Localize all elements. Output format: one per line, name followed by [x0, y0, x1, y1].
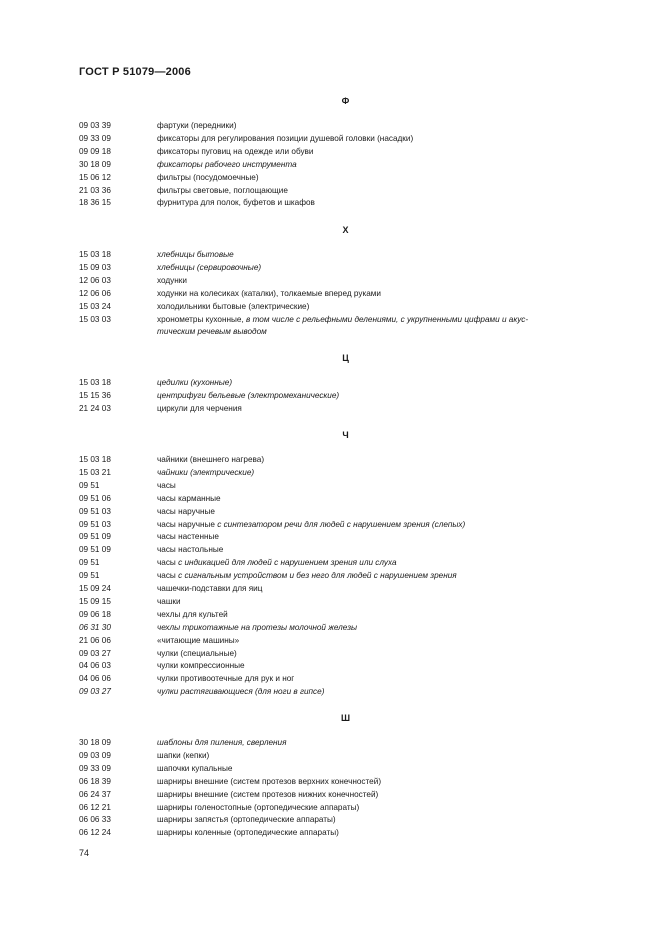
row-code: 21 06 06	[79, 635, 111, 645]
row-code: 15 09 15	[79, 596, 111, 606]
row-code: 09 03 39	[79, 121, 111, 130]
row-text	[157, 583, 262, 596]
row-text-italic: тическим речевым выводом	[157, 327, 267, 337]
row-code: 15 03 21	[79, 467, 111, 477]
section-letter: Ф	[341, 96, 350, 106]
row-code: 09 51 03	[79, 506, 111, 516]
row-text	[157, 596, 181, 609]
row-code: 09 51 03	[79, 519, 111, 529]
row-code: 06 31 30	[79, 622, 111, 632]
section-letter: Ш	[340, 713, 351, 723]
row-text-main: часы настольные	[157, 545, 224, 555]
row-text-main: часы	[157, 558, 179, 568]
row-text-italic: с сигнальным устройством и без него для людей с нарушением зрения	[178, 571, 457, 581]
row-code: 04 06 03	[79, 661, 111, 671]
row-text-main: шапки (кепки)	[157, 750, 210, 760]
row-text-main: чулки компрессионные	[157, 661, 245, 671]
row-text-main: часы наручные	[157, 519, 218, 529]
row-text-main: хлебницы бытовые	[157, 250, 234, 259]
row-text-main: хлебницы (сервировочные)	[157, 262, 262, 272]
row-code: 06 12 21	[79, 802, 111, 812]
row-text-main: цедилки (кухонные)	[157, 378, 233, 387]
row-text	[157, 519, 465, 532]
row-text-main: фурнитура для полок, буфетов и шкафов	[157, 198, 315, 208]
row-text	[157, 120, 236, 133]
row-code: 15 03 03	[79, 314, 111, 324]
row-text-main: шарниры коленные (ортопедические аппараты)	[157, 828, 339, 838]
row-text	[157, 544, 223, 557]
row-text	[157, 185, 288, 198]
row-text	[157, 814, 336, 827]
row-code: 09 03 27	[79, 648, 111, 658]
row-text	[157, 314, 528, 327]
row-text	[157, 159, 297, 172]
row-code: 09 51 06	[79, 493, 111, 503]
row-code: 15 15 36	[79, 390, 111, 400]
row-text	[157, 673, 294, 686]
row-text	[157, 326, 267, 339]
row-text	[157, 648, 237, 661]
row-text	[157, 609, 228, 622]
row-text-main: чашки	[157, 596, 181, 606]
row-code: 15 03 18	[79, 455, 111, 464]
row-code: 09 51	[79, 571, 100, 581]
row-text-main: фиксаторы рабочего инструмента	[157, 159, 297, 169]
row-text-main: чехлы для культей	[157, 609, 228, 619]
row-text	[157, 480, 176, 493]
row-text	[157, 467, 254, 480]
document-header: ГОСТ Р 51079—2006	[79, 66, 191, 78]
row-text	[157, 789, 378, 802]
page-number: 74	[79, 848, 90, 858]
row-code: 15 06 12	[79, 172, 111, 182]
row-code: 06 18 39	[79, 776, 111, 786]
row-text	[157, 570, 457, 583]
row-text	[157, 635, 239, 648]
row-text	[157, 454, 264, 467]
row-code: 30 18 09	[79, 738, 111, 747]
row-text-main: центрифуги бельевые (электромеханические)	[157, 390, 340, 400]
row-text-main: «читающие машины»	[157, 635, 240, 645]
row-text-main: часы настенные	[157, 532, 219, 542]
row-text-main: хронометры кухонные,	[157, 314, 247, 324]
row-code: 21 24 03	[79, 403, 111, 413]
row-text	[157, 493, 221, 506]
row-text	[157, 660, 245, 673]
row-text-main: шарниры запястья (ортопедические аппараты)	[157, 815, 336, 825]
row-text-main: часы	[157, 571, 179, 581]
row-text-main: чулки противоотечные для рук и ног	[157, 674, 295, 684]
row-code: 15 03 18	[79, 250, 111, 259]
row-text	[157, 249, 234, 262]
row-text	[157, 802, 359, 815]
row-text	[157, 737, 286, 750]
row-code: 30 18 09	[79, 159, 111, 169]
row-text-main: чулки растягивающиеся (для ноги в гипсе)	[157, 687, 325, 697]
row-code: 06 24 37	[79, 789, 111, 799]
row-text-main: ходунки	[157, 275, 187, 285]
row-text	[157, 622, 357, 635]
row-text	[157, 146, 313, 159]
row-text-main: часы наручные	[157, 506, 215, 516]
row-text-main: чашечки-подставки для яиц	[157, 584, 263, 593]
row-text-main: шаблоны для пиления, сверления	[157, 738, 287, 747]
row-text	[157, 262, 261, 275]
row-text-main: фиксаторы пуговиц на одежде или обуви	[157, 146, 314, 156]
row-code: 09 33 09	[79, 133, 111, 143]
row-text	[157, 750, 209, 763]
row-code: 09 33 09	[79, 763, 111, 773]
row-text-italic: с индикацией для людей с нарушением зрения или слуха	[178, 558, 397, 568]
section-letter: Ц	[342, 353, 349, 363]
row-text	[157, 377, 232, 390]
row-code: 09 51	[79, 558, 100, 568]
row-text	[157, 390, 339, 403]
row-text	[157, 133, 413, 146]
row-code: 12 06 03	[79, 275, 111, 285]
row-code: 09 06 18	[79, 609, 111, 619]
row-text	[157, 827, 339, 840]
row-code: 06 06 33	[79, 815, 111, 825]
row-text-main: фильтры световые, поглощающие	[157, 185, 288, 195]
row-text-main: ходунки на колесиках (каталки), толкаемые вперед руками	[157, 288, 381, 298]
row-text-main: часы	[157, 480, 176, 490]
row-code: 15 03 18	[79, 378, 111, 387]
row-text-italic: с синтезатором речи для людей с нарушением зрения (слепых)	[217, 519, 466, 529]
row-code: 18 36 15	[79, 198, 111, 208]
row-code: 21 03 36	[79, 185, 111, 195]
row-code: 09 51 09	[79, 532, 111, 542]
row-text	[157, 506, 215, 519]
row-code: 15 09 24	[79, 584, 111, 593]
row-text	[157, 197, 315, 210]
row-text	[157, 763, 232, 776]
row-text	[157, 403, 242, 416]
row-text	[157, 776, 381, 789]
row-code: 09 51	[79, 480, 100, 490]
row-text-main: шарниры внешние (систем протезов верхних конечностей)	[157, 776, 382, 786]
row-text-main: фартуки (передники)	[157, 121, 237, 130]
row-text-main: чулки (специальные)	[157, 648, 237, 658]
row-text-italic: в том числе с рельефными делениями, с укрупненными цифрами и акус-	[246, 314, 529, 324]
row-text	[157, 686, 324, 699]
row-text-main: фиксаторы для регулирования позиции душевой головки (насадки)	[157, 133, 414, 143]
row-text	[157, 172, 259, 185]
row-text-main: чехлы трикотажные на протезы молочной железы	[157, 622, 358, 632]
row-code: 04 06 06	[79, 674, 111, 684]
row-text-main: шарниры внешние (систем протезов нижних конечностей)	[157, 789, 379, 799]
row-text-main: шапочки купальные	[157, 763, 233, 773]
row-text-main: шарниры голеностопные (ортопедические аппараты)	[157, 802, 360, 812]
row-code: 09 03 27	[79, 687, 111, 697]
row-text-main: циркули для черчения	[157, 403, 242, 413]
section-letter: Ч	[342, 430, 349, 440]
row-text-main: фильтры (посудомоечные)	[157, 172, 259, 182]
row-code: 15 09 03	[79, 262, 111, 272]
section-letter: Х	[342, 225, 349, 235]
row-text	[157, 301, 309, 314]
row-text-main: чайники (внешнего нагрева)	[157, 455, 265, 464]
row-text	[157, 557, 397, 570]
row-code: 09 09 18	[79, 146, 111, 156]
row-code: 06 12 24	[79, 828, 111, 838]
row-code: 15 03 24	[79, 301, 111, 311]
row-code: 09 03 09	[79, 750, 111, 760]
row-text	[157, 531, 219, 544]
row-text-main: часы карманные	[157, 493, 221, 503]
row-code: 12 06 06	[79, 288, 111, 298]
row-text-main: холодильники бытовые (электрические)	[157, 301, 310, 311]
row-text	[157, 288, 381, 301]
row-text-main: чайники (электрические)	[157, 467, 255, 477]
row-code: 09 51 09	[79, 545, 111, 555]
row-text	[157, 275, 187, 288]
